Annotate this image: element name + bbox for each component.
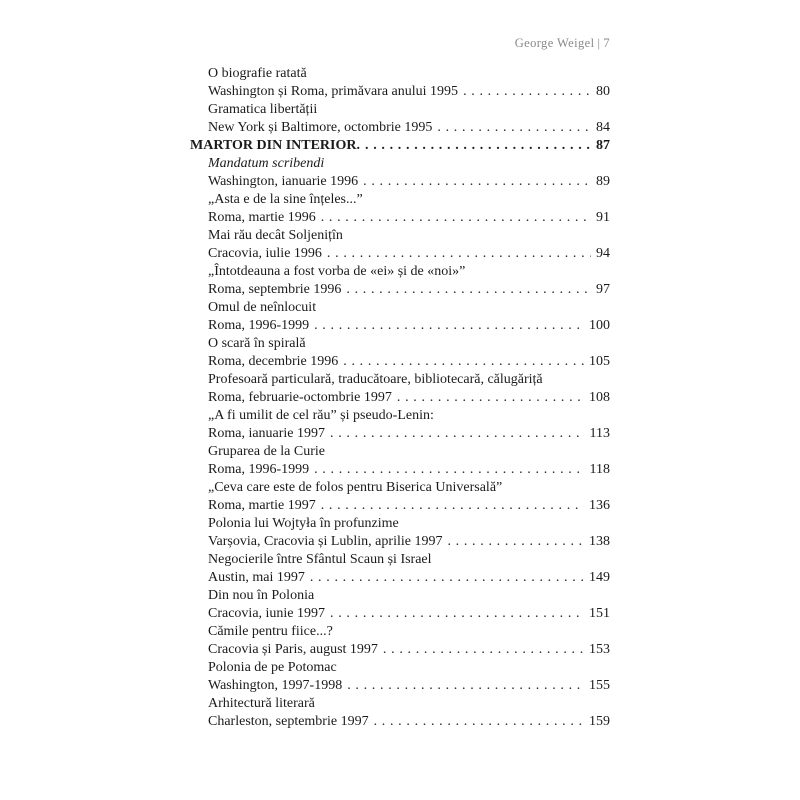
toc-entry-location: Washington, 1997-1998	[208, 678, 343, 693]
toc-entry-location: Charleston, septembrie 1997	[208, 714, 369, 729]
page-number: 149	[589, 570, 610, 585]
section-title: MARTOR DIN INTERIOR.	[190, 138, 360, 153]
dot-leader	[321, 497, 584, 515]
toc-entry-location-line	[208, 353, 610, 371]
dot-leader	[363, 173, 591, 191]
toc-entry-location: Roma, martie 1996	[208, 210, 316, 225]
dot-leader	[314, 317, 584, 335]
toc-entry-title: Gramatica libertății	[208, 102, 318, 117]
toc-entry-title: „Asta e de la sine înțeles...”	[208, 192, 363, 207]
page-number: 138	[589, 534, 610, 549]
dot-leader	[310, 569, 584, 587]
page-number: 84	[596, 120, 610, 135]
page-number: 87	[596, 138, 610, 153]
toc-entry-location-line	[208, 533, 610, 551]
page-number: 100	[589, 318, 610, 333]
dot-leader	[374, 713, 584, 731]
dot-leader	[321, 209, 591, 227]
toc-entry-location: Cracovia, iunie 1997	[208, 606, 326, 621]
dot-leader	[447, 533, 584, 551]
toc-entry-location-line	[208, 461, 610, 479]
toc-entry	[208, 227, 610, 263]
toc-entry	[208, 299, 610, 335]
page-number: 89	[596, 174, 610, 189]
toc-entry	[208, 659, 610, 695]
toc-entry	[208, 371, 610, 407]
toc-entry-title: Omul de neînlocuit	[208, 300, 317, 315]
toc-entry-location: New York și Baltimore, octombrie 1995	[208, 120, 433, 135]
toc-entry-location: Washington și Roma, primăvara anului 1995	[208, 84, 459, 99]
page-number: 159	[589, 714, 610, 729]
page-number: 108	[589, 390, 610, 405]
dot-leader	[330, 425, 584, 443]
dot-leader	[365, 137, 591, 155]
toc-entry-title: Gruparea de la Curie	[208, 444, 325, 459]
page-number: 105	[589, 354, 610, 369]
toc-entry-location-line	[208, 173, 610, 191]
toc-entry	[208, 551, 610, 587]
page-number: 97	[596, 282, 610, 297]
toc-entry-location-line	[208, 209, 610, 227]
toc-entry-location-line	[208, 119, 610, 137]
toc-entry-location: Roma, ianuarie 1997	[208, 426, 326, 441]
toc-entry-title: O scară în spirală	[208, 336, 306, 351]
toc-entry-location-line	[208, 83, 610, 101]
toc-entry-location-line	[208, 713, 610, 731]
toc-entry	[208, 695, 610, 731]
toc-entry-location: Varșovia, Cracovia și Lublin, aprilie 1997	[208, 534, 443, 549]
toc-entry-location-line	[208, 281, 610, 299]
toc-entry-location: Roma, decembrie 1996	[208, 354, 339, 369]
toc-entry-title: Cămile pentru fiice...?	[208, 624, 333, 639]
dot-leader	[437, 119, 591, 137]
dot-leader	[463, 83, 591, 101]
toc-entry-location-line	[208, 569, 610, 587]
toc-entry-title: Mandatum scribendi	[208, 156, 325, 171]
toc-entry-title: Negocierile între Sfântul Scaun și Israel	[208, 552, 432, 567]
page-number: 91	[596, 210, 610, 225]
page-number: 113	[589, 426, 610, 441]
running-header	[515, 36, 610, 51]
toc-entry-title: Mai rău decât Soljenițîn	[208, 228, 343, 243]
toc-entry	[208, 191, 610, 227]
toc-entry-location: Roma, 1996-1999	[208, 318, 310, 333]
toc-section-heading	[190, 137, 610, 155]
toc-entry-location: Roma, martie 1997	[208, 498, 316, 513]
toc-entry-location-line	[208, 677, 610, 695]
toc-entry-title: Profesoară particulară, traducătoare, bibliotecară, călugăriță	[208, 372, 543, 387]
toc-entry-title: Polonia lui Wojtyła în profunzime	[208, 516, 399, 531]
toc-entry-title: Arhitectură literară	[208, 696, 315, 711]
running-header-separator: |	[597, 36, 601, 50]
dot-leader	[343, 353, 584, 371]
toc-entry-title: „Întotdeauna a fost vorba de «ei» și de «noi»”	[208, 264, 466, 279]
running-header-author: George Weigel	[514, 36, 595, 50]
toc-entry-location-line	[208, 245, 610, 263]
toc-entry-title: „A fi umilit de cel rău” și pseudo-Lenin:	[208, 408, 434, 423]
toc-entry-location-line	[208, 317, 610, 335]
toc-entry	[208, 479, 610, 515]
page-number: 151	[589, 606, 610, 621]
page-number: 153	[589, 642, 610, 657]
page-number: 94	[596, 246, 610, 261]
table-of-contents	[190, 65, 610, 731]
toc-entry	[208, 155, 610, 191]
toc-entry-location: Washington, ianuarie 1996	[208, 174, 359, 189]
toc-entry	[208, 515, 610, 551]
toc-entry-title: Polonia de pe Potomac	[208, 660, 337, 675]
toc-entry-title: „Ceva care este de folos pentru Biserica Universală”	[208, 480, 503, 495]
page-number: 136	[589, 498, 610, 513]
toc-entry	[208, 623, 610, 659]
dot-leader	[383, 641, 584, 659]
toc-entry	[208, 263, 610, 299]
dot-leader	[397, 389, 584, 407]
toc-entry-location: Roma, 1996-1999	[208, 462, 310, 477]
toc-entry-location: Austin, mai 1997	[208, 570, 305, 585]
toc-entry-location: Roma, septembrie 1996	[208, 282, 342, 297]
dot-leader	[347, 677, 584, 695]
page-number: 118	[589, 462, 610, 477]
toc-entry	[208, 587, 610, 623]
page-number: 80	[596, 84, 610, 99]
toc-entry-location-line	[208, 641, 610, 659]
dot-leader	[327, 245, 591, 263]
toc-entry-location-line	[208, 389, 610, 407]
page-number: 155	[589, 678, 610, 693]
toc-entry	[208, 443, 610, 479]
toc-entry-location-line	[208, 605, 610, 623]
running-header-page-number: 7	[603, 36, 610, 50]
toc-entry-location: Roma, februarie-octombrie 1997	[208, 390, 392, 405]
toc-entry	[208, 335, 610, 371]
toc-entry-location: Cracovia și Paris, august 1997	[208, 642, 378, 657]
toc-entry	[208, 407, 610, 443]
toc-entry-title: Din nou în Polonia	[208, 588, 315, 603]
toc-entry	[208, 65, 610, 101]
dot-leader	[330, 605, 584, 623]
toc-entry	[208, 101, 610, 137]
toc-entry-location-line	[208, 425, 610, 443]
toc-entry-location-line	[208, 497, 610, 515]
toc-entry-location: Cracovia, iulie 1996	[208, 246, 322, 261]
dot-leader	[314, 461, 584, 479]
toc-entry-title: O biografie ratată	[208, 66, 307, 81]
dot-leader	[346, 281, 591, 299]
